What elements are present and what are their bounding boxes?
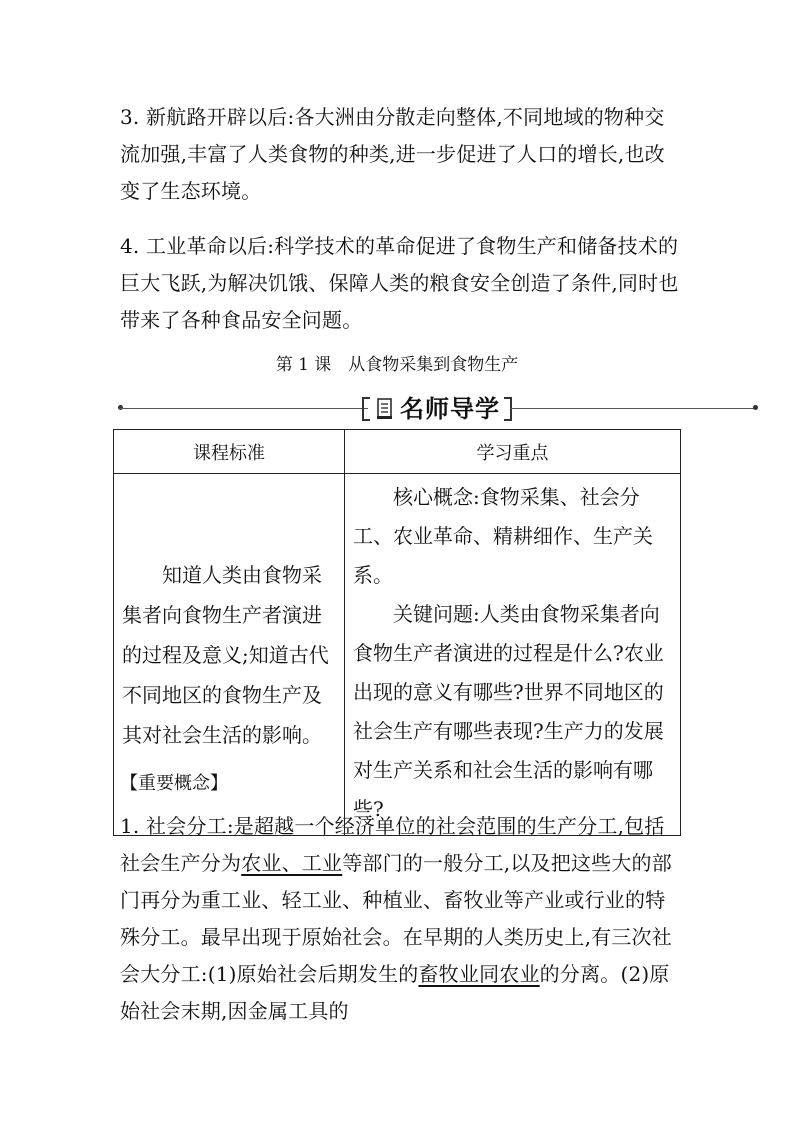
concept-1-text-b: 等部门的一般分工,以及把这些大的部门再分为重工业、轻工业、种植业、畜牧业等产业或行业的特殊分工。最早出现于原始社会。在早期的人类历史上,有三次社会大分工:(1)原始社会后期发生的: [120, 851, 672, 986]
section-banner: [118, 393, 758, 425]
banner-bracket-right: [504, 397, 512, 421]
focus-core-text: 核心概念:食物采集、社会分工、农业革命、精耕细作、生产关系。: [353, 485, 653, 587]
standard-text: 知道人类由食物采集者向食物生产者演进的过程及意义;知道古代不同地区的食物生产及其对社会生活的影响。: [122, 562, 329, 747]
paragraph-4: 4. 工业革命以后:科学技术的革命促进了食物生产和储备技术的巨大飞跃,为解决饥饿、保障人类的粮食安全创造了条件,同时也带来了各种食品安全问题。: [120, 234, 679, 332]
banner-rule-left: [118, 408, 368, 409]
lesson-title: 第 1 课 从食物采集到食物生产: [275, 355, 519, 375]
focus-cell: [345, 474, 681, 836]
banner-dot-right: [753, 405, 758, 410]
header-focus: 学习重点: [345, 430, 681, 474]
concept-1-paragraph: [120, 808, 682, 1030]
concept-1-text-c: 的分离。(2)原始社会末期,因金属工具的: [120, 962, 670, 1023]
book-icon: [376, 398, 394, 420]
banner-bracket-left: [362, 397, 370, 421]
focus-questions-text: 关键问题:人类由食物采集者向食物生产者演进的过程是什么?农业出现的意义有哪些?世界不同地区的社会生产有哪些表现?生产力的发展对生产关系和社会生活的影响有哪些?: [353, 602, 664, 821]
concept-1-text-a: 1. 社会分工:是超越一个经济单位的社会范围的生产分工,包括社会生产分为: [120, 814, 665, 875]
banner-rule-right: [510, 408, 756, 409]
header-standard: 课程标准: [114, 430, 345, 474]
concept-1-underline-b: 畜牧业同农业: [418, 962, 540, 986]
paragraph-3: 3. 新航路开辟以后:各大洲由分散走向整体,不同地域的物种交流加强,丰富了人类食物的种类,进一步促进了人口的增长,也改变了生态环境。: [120, 105, 665, 203]
concept-1-underline-a: 农业、工业: [241, 851, 343, 875]
concepts-heading: 【重要概念】: [120, 773, 228, 794]
banner-heading: 名师导学: [400, 394, 500, 423]
